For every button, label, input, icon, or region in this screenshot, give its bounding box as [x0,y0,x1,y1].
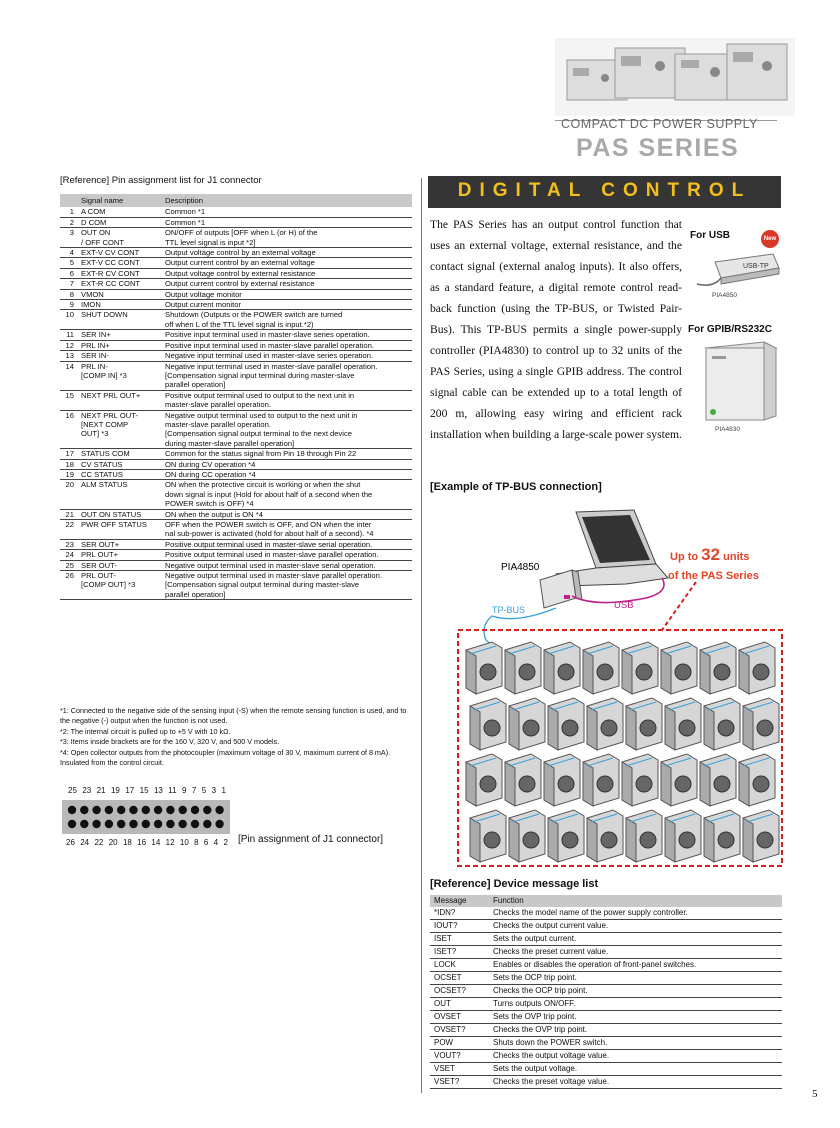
signal-name: EXT-V CC CONT [79,258,163,268]
pin-description: Negative input terminal used in master-slave parallel operation. [Compensation signal input terminal during master-slave parallel operation] [163,361,412,390]
pin-label: 10 [179,838,189,847]
message-cell: LOCK [430,959,489,972]
pin-dot [80,806,88,814]
signal-name: PRL OUT- [COMP OUT] *3 [79,571,163,600]
example-title: [Example of TP-BUS connection] [430,481,602,493]
pin-description: Output voltage monitor [163,289,412,299]
pin-number: 3 [60,228,79,248]
pin-label: 13 [153,786,163,795]
pin-number: 21 [60,509,79,519]
pin-label: 14 [151,838,161,847]
table-row [60,258,412,268]
signal-name: PRL IN+ [79,340,163,350]
pin-dot [166,820,174,828]
signal-name: D COM [79,217,163,227]
pin-description: Output current monitor [163,300,412,310]
message-cell: OCSET [430,972,489,985]
pin-label: 20 [108,838,118,847]
table-row [430,959,782,972]
pin-number: 5 [60,258,79,268]
pin-label: 21 [96,786,106,795]
pin-description: Output voltage control by external resistance [163,268,412,278]
table-row [60,361,412,390]
signal-name: NEXT PRL OUT+ [79,390,163,410]
table-row [60,539,412,549]
table-row [60,228,412,248]
pin-number: 9 [60,300,79,310]
pin-assignment-table [60,194,412,600]
pin-number: 16 [60,410,79,449]
signal-name: OUT ON STATUS [79,509,163,519]
usb-device-text: USB-TP [743,263,769,270]
pas-unit-icon [626,698,662,750]
function-cell: Shuts down the POWER switch. [489,1037,782,1050]
pas-unit-icon [743,698,779,750]
pas-unit-icon [739,642,775,694]
pin-number: 26 [60,571,79,600]
digital-control-banner [428,176,781,208]
pin-number: 13 [60,351,79,361]
tp-bus-connection-diagram [456,504,786,872]
pas-unit-icon [743,810,779,862]
pia-label: PIA4850 [501,562,540,573]
signal-name: PRL OUT+ [79,550,163,560]
callout-leader [662,582,696,630]
pin-number: 6 [60,268,79,278]
table-row [430,1011,782,1024]
table-row [60,268,412,278]
signal-name: PRL IN- [COMP IN] *3 [79,361,163,390]
pin-label: 16 [137,838,147,847]
message-cell: OVSET? [430,1024,489,1037]
pia4850-icon [540,570,582,608]
pin-dot [154,820,162,828]
table-row [430,1063,782,1076]
pas-unit-icon [505,642,541,694]
message-cell: IOUT? [430,920,489,933]
signal-name: A COM [79,207,163,217]
table-row [60,207,412,217]
pin-number: 14 [60,361,79,390]
page-number: 5 [812,1088,818,1100]
function-cell: Checks the preset current value. [489,946,782,959]
connector-top-pins [62,786,232,795]
table-row [430,1024,782,1037]
pin-dot [117,820,125,828]
note: *2: The internal circuit is pulled up to +5 V with 10 kΩ. [60,726,231,736]
table-row [60,459,412,469]
message-cell: OVSET [430,1011,489,1024]
function-cell: Checks the OCP trip point. [489,985,782,998]
callout-line2: of the PAS Series [668,570,759,582]
pin-label: 11 [168,786,177,795]
pas-unit-icon [587,698,623,750]
signal-name: EXT-R CV CONT [79,268,163,278]
signal-name: PWR OFF STATUS [79,520,163,540]
table-row [60,289,412,299]
pin-number: 23 [60,539,79,549]
col-signal-name: Signal name [79,194,163,207]
message-cell: OUT [430,998,489,1011]
pin-number: 18 [60,459,79,469]
pin-description: Common *1 [163,217,412,227]
pin-dot [92,820,100,828]
message-cell: ISET [430,933,489,946]
pin-label: 1 [221,786,226,795]
connector-bottom-pins [62,838,232,847]
pin-description: Positive output terminal used in master-slave parallel operation. [163,550,412,560]
pin-description: Common *1 [163,207,412,217]
new-badge: New [761,230,779,248]
table-row [60,330,412,340]
signal-name: NEXT PRL OUT- [NEXT COMP OUT] *3 [79,410,163,449]
note: *4: Open collector outputs from the photocoupler (maximum voltage of 30 V, maximum current of 8 mA). Insulated from the control circuit. [60,747,391,768]
table-row [430,1037,782,1050]
pin-number: 12 [60,340,79,350]
table-row [430,985,782,998]
pin-dot [215,820,223,828]
pin-label: 18 [122,838,132,847]
pas-unit-icon [587,810,623,862]
table-row [430,1076,782,1089]
pas-unit-icon [509,810,545,862]
pin-description: Negative input terminal used in master-slave series operation. [163,351,412,361]
pas-unit-icon [583,642,619,694]
pas-unit-icon [665,698,701,750]
pin-dot [203,806,211,814]
pas-unit-icon [466,754,502,806]
pin-number: 15 [60,390,79,410]
signal-name: CC STATUS [79,469,163,479]
signal-name: SER IN- [79,351,163,361]
message-cell: OCSET? [430,985,489,998]
pin-number: 2 [60,217,79,227]
pas-unit-icon [626,810,662,862]
pas-unit-icon [509,698,545,750]
pin-description: Output current control by an external voltage [163,258,412,268]
table-row [60,571,412,600]
pin-dot [191,806,199,814]
device-message-table [430,895,782,1089]
pin-description: Positive input terminal used in master-slave parallel operation. [163,340,412,350]
pin-dot [142,820,150,828]
pin-label: 9 [182,786,187,795]
pin-description: Output current control by external resistance [163,279,412,289]
pin-label: 25 [68,786,77,795]
pin-description: Shutdown (Outputs or the POWER switch are turned off when L of the TTL level signal is input.*2) [163,310,412,330]
table-row [60,509,412,519]
signal-name: EXT-V CV CONT [79,248,163,258]
function-cell: Checks the output voltage value. [489,1050,782,1063]
message-cell: ISET? [430,946,489,959]
signal-name: SER IN+ [79,330,163,340]
table-row [430,972,782,985]
usb-adapter-icon [693,248,783,290]
pin-dot [215,806,223,814]
function-cell: Checks the output current value. [489,920,782,933]
col-message: Message [430,895,489,907]
j1-connector-diagram [62,786,232,856]
banner-text: DIGITAL CONTROL [457,180,752,201]
col-pin-number [60,194,79,207]
pas-unit-icon [622,642,658,694]
pin-label: 2 [223,838,228,847]
pin-label: 15 [139,786,149,795]
signal-name: SER OUT+ [79,539,163,549]
pin-label: 7 [191,786,197,795]
header-title: PAS SERIES [576,134,740,162]
function-cell: Checks the OVP trip point. [489,1024,782,1037]
pin-dot [68,806,76,814]
table-row [60,300,412,310]
function-cell: Turns outputs ON/OFF. [489,998,782,1011]
digital-control-paragraph: The PAS Series has an output control function that uses an external voltage, external resistance, and the contact signal (external analog inputs). It also offers, as a standard feature, a digital remote control read-back function (using the TP-BUS, or Twisted Pair-Bus). This TP-BUS permits a single power-supply controller (PIA4830) to control up to 32 units of the PAS Series, using a single GPIB address. The control signal cable can be extended up to a total length of 200 m, allowing easy wiring and efficient rack installation when building a large-scale power system. [430,218,682,441]
pin-label: 3 [211,786,217,795]
signal-name: VMON [79,289,163,299]
signal-name: SER OUT- [79,560,163,570]
pin-dot [203,820,211,828]
pin-number: 11 [60,330,79,340]
pin-dot [117,806,125,814]
table-row [430,946,782,959]
connector-caption: [Pin assignment of J1 connector] [238,834,384,845]
pin-label: 17 [125,786,135,795]
table-row [60,560,412,570]
table-row [60,217,412,227]
message-cell: *IDN? [430,907,489,920]
signal-name: SHUT DOWN [79,310,163,330]
usb-model-label: PIA4850 [712,292,737,299]
pin-ref-title: [Reference] Pin assignment list for J1 connector [60,175,262,186]
pas-unit-icon [700,642,736,694]
table-row [430,907,782,920]
product-photo-icon [555,38,795,116]
pin-dot [105,806,113,814]
pas-unit-icon [548,698,584,750]
pin-number: 20 [60,480,79,509]
pin-label: 5 [201,786,207,795]
pin-dot [179,820,187,828]
signal-name: CV STATUS [79,459,163,469]
pin-label: 8 [194,838,199,847]
pin-dot [105,820,113,828]
pas-units-grid [466,642,779,862]
pin-description: Negative output terminal used in master-slave parallel operation. [Compensation signal output terminal during master-slave parallel operation] [163,571,412,600]
pas-unit-icon [544,642,580,694]
function-cell: Checks the preset voltage value. [489,1076,782,1089]
table-row [60,340,412,350]
pin-description: Positive output terminal used to output to the next unit in master-slave parallel operation. [163,390,412,410]
callout-line1: Up to 32 units [670,545,750,564]
pin-dot [129,806,137,814]
for-gpib-label: For GPIB/RS232C [688,324,772,335]
pin-description: ON/OFF of outputs [OFF when L (or H) of the TTL level signal is input *2] [163,228,412,248]
pas-unit-icon [622,754,658,806]
pin-dot [92,806,100,814]
pin-label: 23 [82,786,92,795]
message-cell: VSET? [430,1076,489,1089]
series-header [555,38,795,168]
gpib-controller-icon [700,338,780,424]
pas-unit-icon [505,754,541,806]
table-row [60,520,412,540]
pas-unit-icon [548,810,584,862]
gpib-model-label: PIA4830 [715,426,740,433]
signal-name: EXT-R CC CONT [79,279,163,289]
pas-unit-icon [704,810,740,862]
pin-dot [142,806,150,814]
table-row [60,550,412,560]
usb-label: USB [614,600,634,611]
pin-description: Common for the status signal from Pin 18 through Pin 22 [163,449,412,459]
for-usb-label: For USB [690,230,730,241]
table-row [60,310,412,330]
device-msg-title: [Reference] Device message list [430,878,599,890]
table-row [430,933,782,946]
function-cell: Sets the OVP trip point. [489,1011,782,1024]
pas-unit-icon [544,754,580,806]
function-cell: Sets the output current. [489,933,782,946]
pin-label: 4 [213,838,219,847]
pin-description: Positive output terminal used in master-slave serial operation. [163,539,412,549]
signal-name: OUT ON / OFF CONT [79,228,163,248]
signal-name: ALM STATUS [79,480,163,509]
pin-dot [80,820,88,828]
table-row [60,279,412,289]
tpbus-label: TP-BUS [492,605,526,615]
table-row [60,351,412,361]
table-row [430,920,782,933]
pin-dot [154,806,162,814]
column-divider [421,178,422,1093]
pin-label: 19 [110,786,120,795]
signal-name: IMON [79,300,163,310]
pin-number: 22 [60,520,79,540]
pin-dot [179,806,187,814]
pin-description: Negative output terminal used to output to the next unit in master-slave parallel operation. [Compensation signal output terminal to the next device during master-slave parallel operation] [163,410,412,449]
pin-label: 12 [165,838,175,847]
pas-unit-icon [583,754,619,806]
pin-label: 22 [94,838,104,847]
message-cell: VSET [430,1063,489,1076]
pin-label: 6 [203,838,209,847]
pin-number: 10 [60,310,79,330]
pin-dot [68,820,76,828]
pas-unit-icon [661,642,697,694]
pin-notes [60,706,415,768]
function-cell: Enables or disables the operation of front-panel switches. [489,959,782,972]
pas-unit-icon [470,810,506,862]
pin-label: 26 [66,838,75,847]
pin-number: 7 [60,279,79,289]
pin-number: 4 [60,248,79,258]
table-row [430,1050,782,1063]
table-row [60,248,412,258]
pin-number: 1 [60,207,79,217]
function-cell: Sets the OCP trip point. [489,972,782,985]
function-cell: Checks the model name of the power supply controller. [489,907,782,920]
table-row [60,410,412,449]
pas-unit-icon [661,754,697,806]
pin-number: 25 [60,560,79,570]
table-row [60,480,412,509]
note: *3: Items inside brackets are for the 160 V, 320 V, and 500 V models. [60,737,280,747]
function-cell: Sets the output voltage. [489,1063,782,1076]
pin-description: Positive input terminal used in master-slave series operation. [163,330,412,340]
table-row [60,390,412,410]
pas-unit-icon [665,810,701,862]
message-cell: POW [430,1037,489,1050]
pin-dot [166,806,174,814]
signal-name: STATUS COM [79,449,163,459]
pin-description: ON during CC operation *4 [163,469,412,479]
connector-body-icon [62,800,230,834]
header-subtitle: COMPACT DC POWER SUPPLY [561,117,758,131]
pin-dot [129,820,137,828]
pin-number: 17 [60,449,79,459]
pin-description: Negative output terminal used in master-slave serial operation. [163,560,412,570]
table-row [60,469,412,479]
pin-number: 24 [60,550,79,560]
pin-description: ON when the output is ON *4 [163,509,412,519]
pin-label: 24 [80,838,90,847]
pin-dot [191,820,199,828]
col-description: Description [163,194,412,207]
message-cell: VOUT? [430,1050,489,1063]
pas-unit-icon [739,754,775,806]
table-row [60,449,412,459]
pas-unit-icon [466,642,502,694]
pin-description: ON during CV operation *4 [163,459,412,469]
pin-description: ON when the protective circuit is working or when the shut down signal is input (Hold for about half of a second when the POWER switch is OFF) *4 [163,480,412,509]
table-row [430,998,782,1011]
note: *1: Connected to the negative side of the sensing input (-S) when the remote sensing function is used, and to the negative (-) output when the function is not used. [60,706,407,726]
col-function: Function [489,895,782,907]
pas-unit-icon [470,698,506,750]
pas-unit-icon [704,698,740,750]
pin-number: 8 [60,289,79,299]
pin-number: 19 [60,469,79,479]
pin-description: OFF when the POWER switch is OFF, and ON when the inter nal sub-power is activated (hold for about half of a second). *4 [163,520,412,540]
pin-description: Output voltage control by an external voltage [163,248,412,258]
pas-unit-icon [700,754,736,806]
